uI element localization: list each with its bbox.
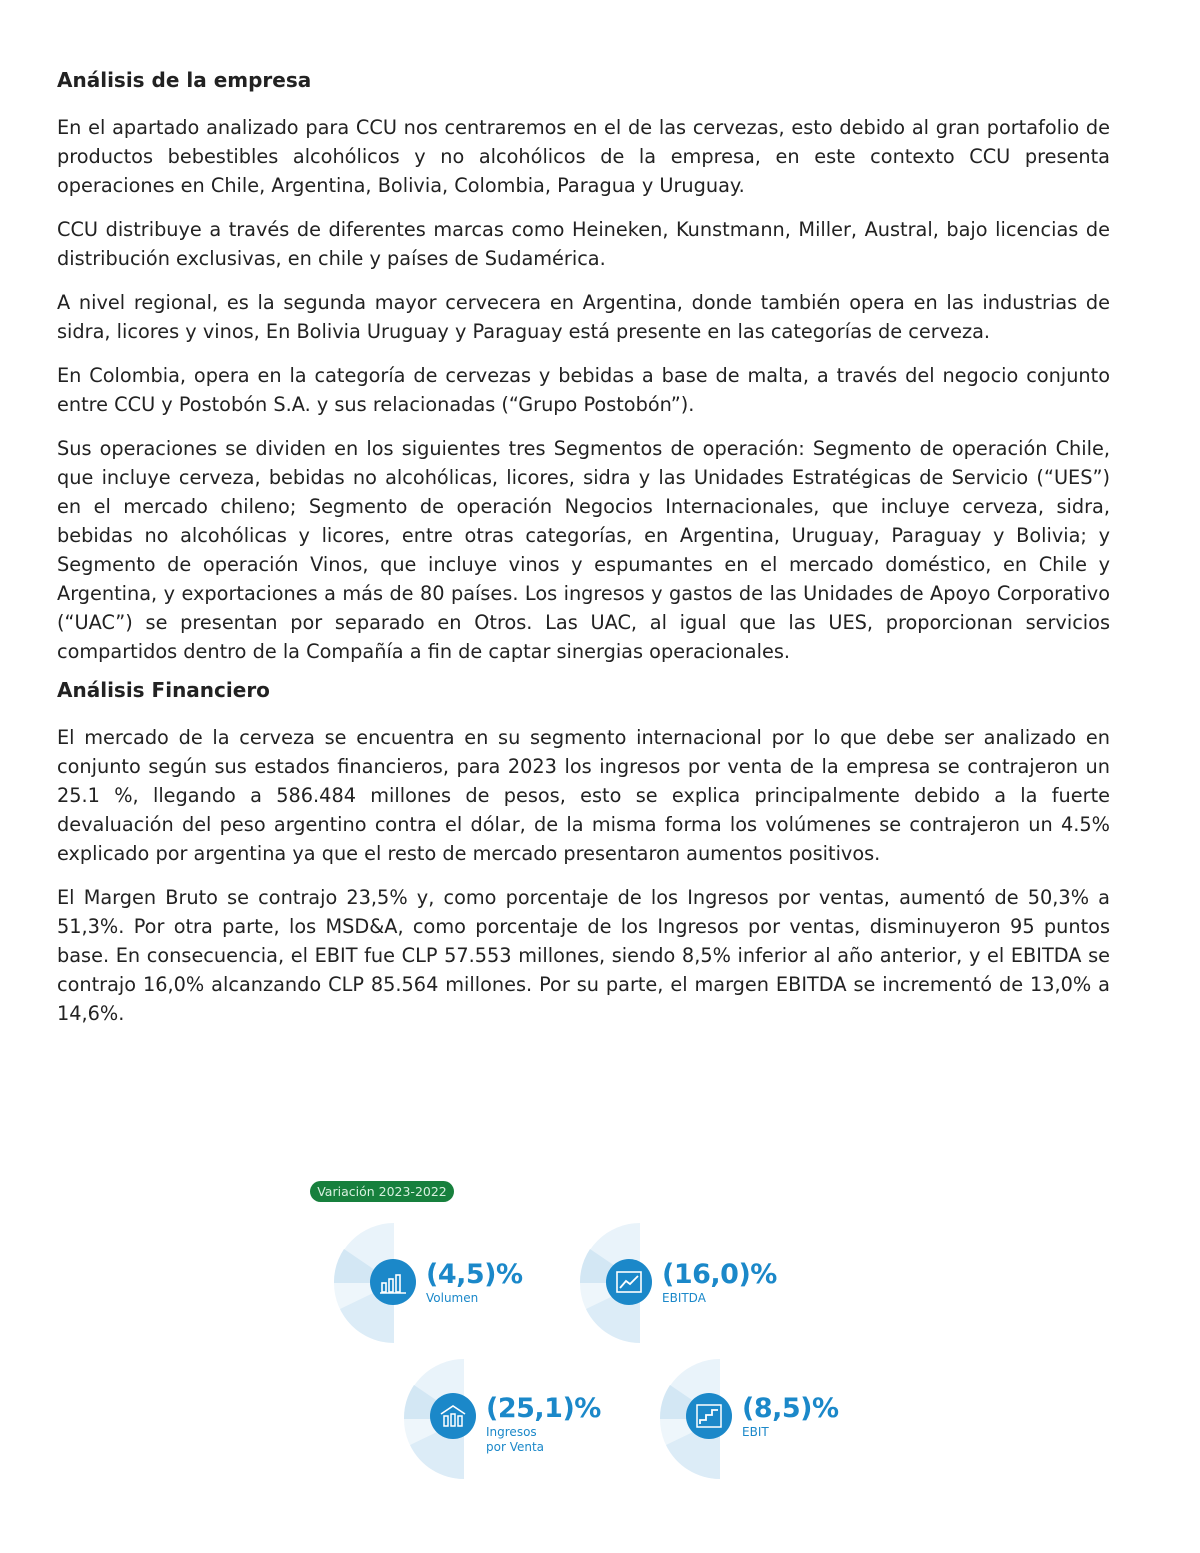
- kpi-label: EBITDA: [662, 1291, 706, 1305]
- kpi-ingresos: [380, 1359, 650, 1489]
- paragraph: Sus operaciones se dividen en los siguientes tres Segmentos de operación: Segmento de operación Chile, que incluye cerveza, bebidas no alcohólicas, licores, sidra y las Unidades Estratégicas de Servicio (“UES”) en el mercado chileno; Segmento de operación Negocios Internacionales, que incluye cerveza, sidra, bebidas no alcohólicas y licores, entre otras categorías, en Argentina, Uruguay, Paraguay y Bolivia; y Segmento de operación Vinos, que incluye vinos y espumantes en el mercado doméstico, en Chile y Argentina, y exportaciones a más de 80 países. Los ingresos y gastos de las Unidades de Apoyo Corporativo (“UAC”) se presentan por separado en Otros. Las UAC, al igual que las UES, proporcionan servicios compartidos dentro de la Compañía a fin de captar sinergias operacionales.: [57, 437, 1110, 663]
- paragraph: A nivel regional, es la segunda mayor cervecera en Argentina, donde también opera en las industrias de sidra, licores y vinos, En Bolivia Uruguay y Paraguay está presente en las categorías de cerveza.: [57, 291, 1110, 343]
- revenue-icon-circle: [430, 1393, 476, 1439]
- trend-line-icon: [615, 1268, 643, 1296]
- kpi-label-line2: por Venta: [486, 1440, 545, 1454]
- paragraph: El Margen Bruto se contrajo 23,5% y, como porcentaje de los Ingresos por ventas, aumentó de 50,3% a 51,3%. Por otra parte, los MSD&A, como porcentaje de los Ingresos por ventas, disminuyeron 95 puntos base. En consecuencia, el EBIT fue CLP 57.553 millones, siendo 8,5% inferior al año anterior, y el EBITDA se contrajo 16,0% alcanzando CLP 85.564 millones. Por su parte, el margen EBITDA se incrementó de 13,0% a 14,6%.: [57, 886, 1110, 1025]
- paragraph: En el apartado analizado para CCU nos centraremos en el de las cervezas, esto debido al gran portafolio de productos bebestibles alcohólicos y no alcohólicos de la empresa, en este contexto CCU presenta operaciones en Chile, Argentina, Bolivia, Colombia, Paragua y Uruguay.: [57, 116, 1110, 197]
- kpi-label: EBIT: [742, 1425, 769, 1439]
- kpi-volumen: [310, 1223, 580, 1353]
- kpi-value: (16,0)%: [662, 1259, 777, 1290]
- variation-infographic: [300, 1175, 880, 1495]
- section-title-financiero: Análisis Financiero: [57, 678, 270, 702]
- kpi-value: (8,5)%: [742, 1393, 839, 1424]
- kpi-value: (25,1)%: [486, 1393, 601, 1424]
- bar-chart-icon: [379, 1268, 407, 1296]
- paragraph: En Colombia, opera en la categoría de cervezas y bebidas a base de malta, a través del negocio conjunto entre CCU y Postobón S.A. y sus relacionadas (“Grupo Postobón”).: [57, 364, 1110, 416]
- stairs-icon: [695, 1402, 723, 1430]
- paragraph: CCU distribuye a través de diferentes marcas como Heineken, Kunstmann, Miller, Austral, bajo licencias de distribución exclusivas, en chile y países de Sudamérica.: [57, 218, 1110, 270]
- ebit-icon-circle: [686, 1393, 732, 1439]
- volume-icon-circle: [370, 1259, 416, 1305]
- variation-badge: Variación 2023-2022: [310, 1181, 454, 1202]
- kpi-label: Volumen: [426, 1291, 479, 1305]
- ebitda-icon-circle: [606, 1259, 652, 1305]
- kpi-ebitda: [556, 1223, 826, 1353]
- kpi-value: (4,5)%: [426, 1259, 523, 1290]
- paragraph: El mercado de la cerveza se encuentra en su segmento internacional por lo que debe ser analizado en conjunto según sus estados financieros, para 2023 los ingresos por venta de la empresa se contrajeron un 25.1 %, llegando a 586.484 millones de pesos, esto se explica principalmente debido a la fuerte devaluación del peso argentino contra el dólar, de la misma forma los volúmenes se contrajeron un 4.5% explicado por argentina ya que el resto de mercado presentaron aumentos positivos.: [57, 726, 1110, 865]
- kpi-label: Ingresos: [486, 1425, 537, 1439]
- revenue-icon: [439, 1402, 467, 1430]
- document-page: [57, 66, 1110, 1043]
- kpi-ebit: [636, 1359, 906, 1489]
- section-title-empresa: Análisis de la empresa: [57, 68, 312, 92]
